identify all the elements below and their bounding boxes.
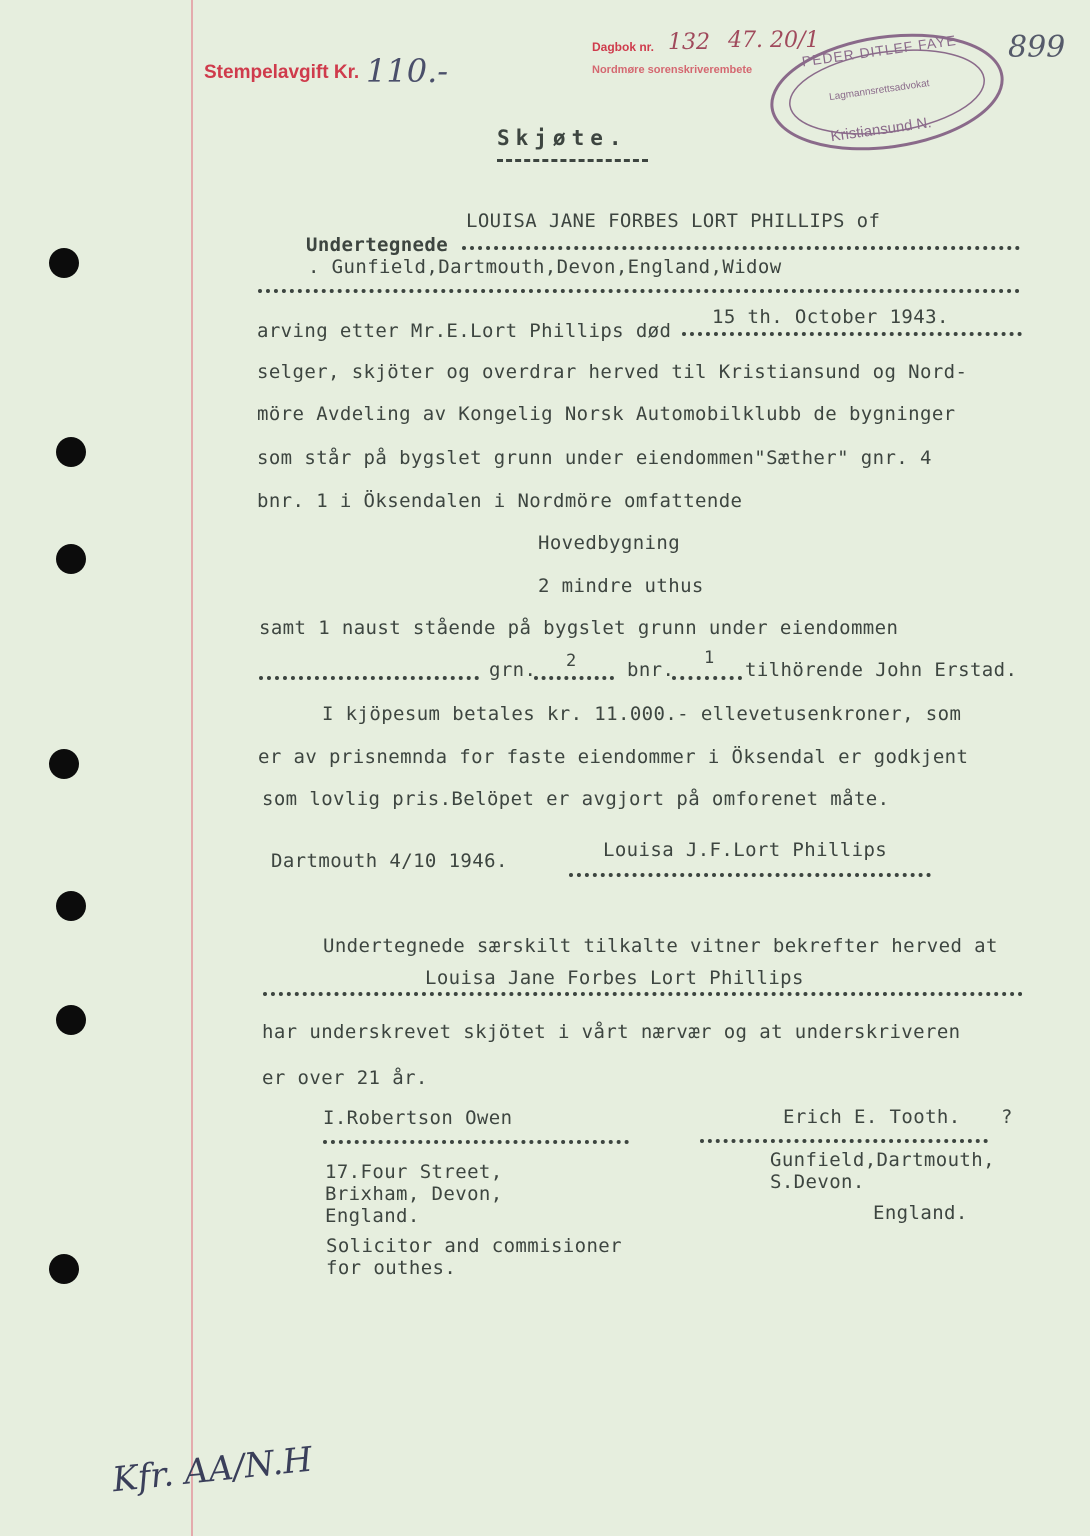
signature-line [323,1140,629,1144]
witness2-address: England. [873,1202,968,1224]
fill-line [682,332,1022,336]
seller-signature: Louisa J.F.Lort Phillips [603,839,888,861]
page-number: 899 [1008,30,1066,65]
body-line: som lovlig pris.Belöpet er avgjort på omforenet måte. [262,788,890,810]
witness1-address: Brixham, Devon, [325,1183,503,1205]
punch-hole [56,544,86,574]
witness-line: har underskrevet skjötet i vårt nærvær og at underskriveren [262,1021,961,1043]
owner-line: tilhörende John Erstad. [745,659,1018,681]
body-line: bnr. 1 i Öksendalen i Nordmöre omfattende [257,490,743,512]
witness-subject: Louisa Jane Forbes Lort Phillips [425,967,804,989]
fill-line [534,676,614,680]
body-line: möre Avdeling av Kongelig Norsk Automobilklubb de bygninger [257,403,956,425]
witness-line: er over 21 år. [262,1067,428,1089]
witness2-address: S.Devon. [770,1171,865,1193]
grn-label: grn. [489,659,537,681]
footer-note: Kfr. AA/N.H [110,1439,315,1501]
body-line: selger, skjöter og overdrar herved til Kristiansund og Nord- [257,361,968,383]
journal-label: Dagbok nr. [592,40,655,54]
fill-line [259,676,479,680]
signature-line [569,873,931,877]
fill-line [258,289,1020,293]
title-underline [497,159,648,162]
stamp-fee-amount: 110.- [366,52,449,90]
witness2-address: Gunfield,Dartmouth, [770,1149,995,1171]
journal-year-date: 47. 20/1 [728,28,820,53]
punch-hole [49,749,79,779]
witness1-address: 17.Four Street, [325,1161,503,1183]
seal-place: Kristiansund N. [829,114,933,146]
punch-hole [56,891,86,921]
journal-number: 132 [668,30,710,55]
death-date: 15 th. October 1943. [712,306,949,328]
bnr-label: bnr. [627,659,675,681]
fill-line [263,992,1023,996]
body-line: er av prisnemnda for faste eiendommer i Öksendal er godkjent [258,746,969,768]
witness1-role: Solicitor and commisioner [326,1235,622,1257]
fill-line [672,676,742,680]
punch-hole [56,437,86,467]
witness1-role: for outhes. [326,1257,457,1279]
witness2-mark: ? [1001,1106,1013,1128]
document-title: Skjøte. [497,126,628,150]
seller-address: . Gunfield,Dartmouth,Devon,England,Widow [308,256,782,278]
seller-name: LOUISA JANE FORBES LORT PHILLIPS of [466,210,881,232]
punch-hole [49,1254,79,1284]
registry-office-line: Nordmøre sorenskriverembete [592,64,753,76]
witness1-address: England. [325,1205,420,1227]
witness1-name: I.Robertson Owen [323,1107,513,1129]
fill-line [462,246,1020,250]
body-line: samt 1 naust stående på bygslet grunn under eiendommen [259,617,899,639]
punch-hole [49,248,79,278]
body-line: som står på bygslet grunn under eiendommen"Sæther" gnr. 4 [257,447,932,469]
margin-line [191,0,193,1536]
witness-intro: Undertegnede særskilt tilkalte vitner bekrefter herved at [323,935,998,957]
seal-name: PEDER DITLEF FAYE [800,31,958,70]
signature-line [700,1139,988,1143]
undersigned-label: Undertegnede [306,234,449,256]
bnr-value: 1 [704,648,715,668]
place-date: Dartmouth 4/10 1946. [271,850,508,872]
witness2-name: Erich E. Tooth. [783,1106,961,1128]
punch-hole [56,1005,86,1035]
building-item: Hovedbygning [538,532,681,554]
seal-title: Lagmannsrettsadvokat [828,78,931,104]
heir-line: arving etter Mr.E.Lort Phillips død [257,320,672,342]
body-line: I kjöpesum betales kr. 11.000.- ellevetusenkroner, som [322,703,962,725]
grn-value: 2 [566,651,577,671]
stamp-fee-label: Stempelavgift Kr. [204,62,360,83]
building-item: 2 mindre uthus [538,575,704,597]
